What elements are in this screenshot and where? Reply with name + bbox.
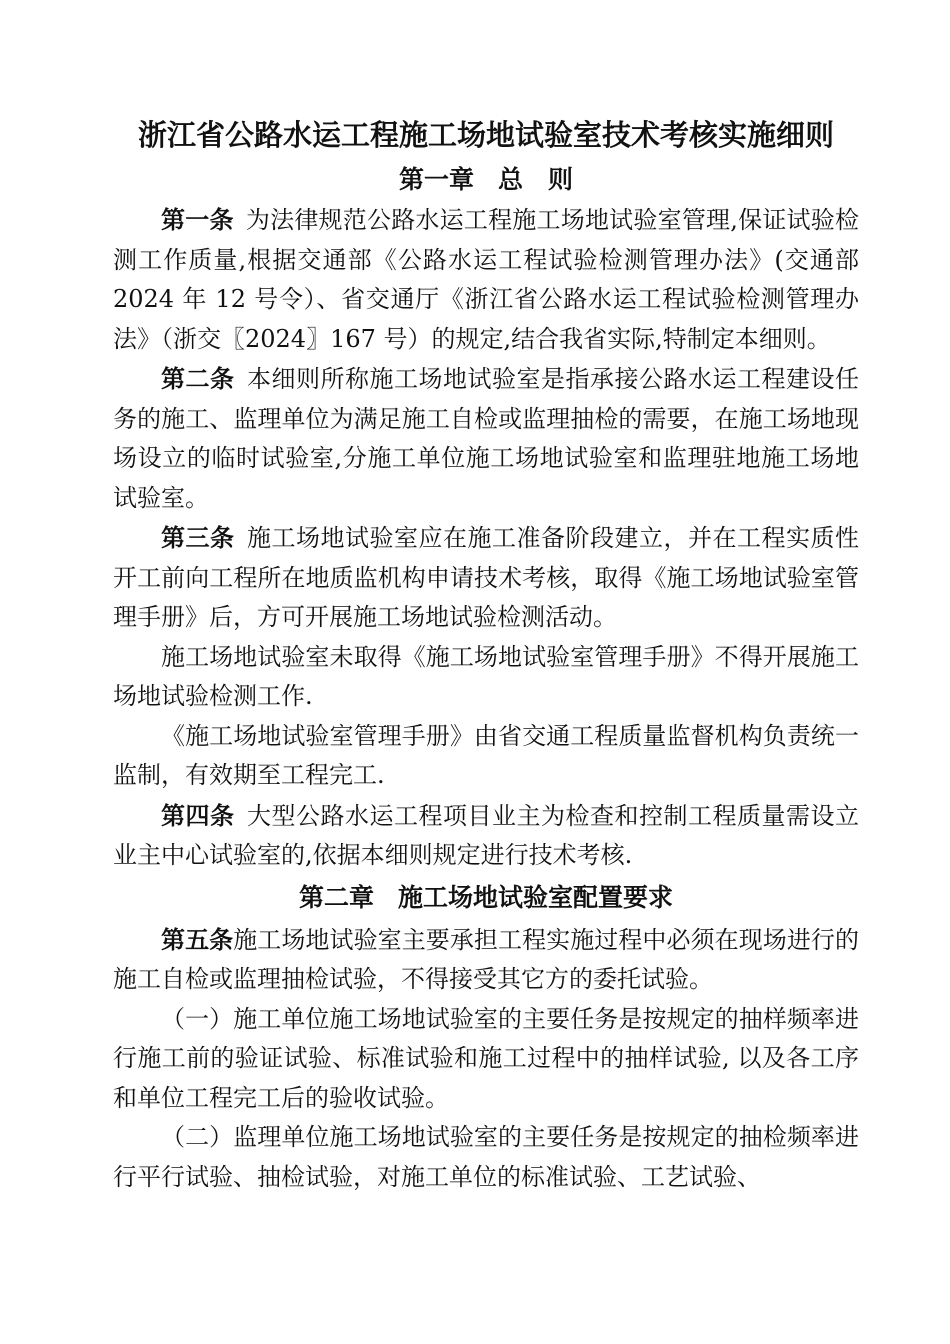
chapter-1-number: 第一章 (398, 165, 474, 194)
article-4-label: 第四条 (161, 800, 235, 830)
article-3 (113, 518, 859, 638)
article-5-label: 第五条 (161, 924, 234, 954)
article-3-paragraph-2 (113, 638, 859, 717)
article-5-text: 施工场地试验室主要承担工程实施过程中必须在现场进行的施工自检或监理抽检试验，不得接受其它方的委托试验。 (113, 925, 860, 993)
article-1-label: 第一条 (161, 205, 234, 234)
article-5-item-2-text: （二）监理单位施工场地试验室的主要任务是按规定的抽检频率进行平行试验、抽检试验，对施工单位的标准试验、工艺试验、 (113, 1123, 859, 1191)
article-3-paragraph-3 (113, 717, 859, 796)
article-1-text: 为法律规范公路水运工程施工场地试验室管理,保证试验检测工作质量,根据交通部《公路水运工程试验检测管理办法》(交通部 2024 年 12 号令）、省交通厅《浙江省公路水运工程试验检测管理办法》（浙交〖2024〗167 号）的规定,结合我省实际,特制定本细则。 (113, 206, 860, 353)
article-5 (113, 920, 859, 1000)
article-2-label: 第二条 (161, 364, 235, 393)
article-5-item-1 (113, 1000, 859, 1119)
article-5-item-1-text: （一）施工单位施工场地试验室的主要任务是按规定的抽样频率进行施工前的验证试验、标准试验和施工过程中的抽样试验, 以及各工序和单位工程完工后的验收试验。 (113, 1004, 859, 1112)
chapter-1-heading (113, 160, 859, 200)
chapter-2-number: 第二章 (298, 882, 374, 912)
article-2 (113, 359, 859, 518)
article-3-text: 施工场地试验室应在施工准备阶段建立，并在工程实质性开工前向工程所在地质监机构申请技术考核，取得《施工场地试验室管理手册》后，方可开展施工场地试验检测活动。 (113, 524, 859, 631)
article-2-text: 本细则所称施工场地试验室是指承接公路水运工程建设任务的施工、监理单位为满足施工自检或监理抽检的需要，在施工场地现场设立的临时试验室,分施工单位施工场地试验室和监理驻地施工场地试验室。 (113, 365, 859, 512)
article-4 (113, 796, 859, 876)
article-1 (113, 200, 859, 359)
document-title: 浙江省公路水运工程施工场地试验室技术考核实施细则 (137, 118, 834, 152)
article-3-label: 第三条 (161, 523, 235, 552)
article-3-paragraph-2-text: 施工场地试验室未取得《施工场地试验室管理手册》不得开展施工场地试验检测工作. (113, 642, 859, 710)
chapter-2-heading (113, 878, 859, 918)
article-4-text: 大型公路水运工程项目业主为检查和控制工程质量需设立业主中心试验室的,依据本细则规定进行技术考核. (113, 801, 859, 869)
chapter-2-title: 施工场地试验室配置要求 (398, 882, 674, 912)
article-3-paragraph-3-text: 《施工场地试验室管理手册》由省交通工程质量监督机构负责统一监制，有效期至工程完工. (113, 721, 859, 789)
chapter-1-title: 总 则 (498, 165, 574, 194)
article-5-item-2 (113, 1118, 859, 1197)
document-page (113, 110, 859, 1197)
